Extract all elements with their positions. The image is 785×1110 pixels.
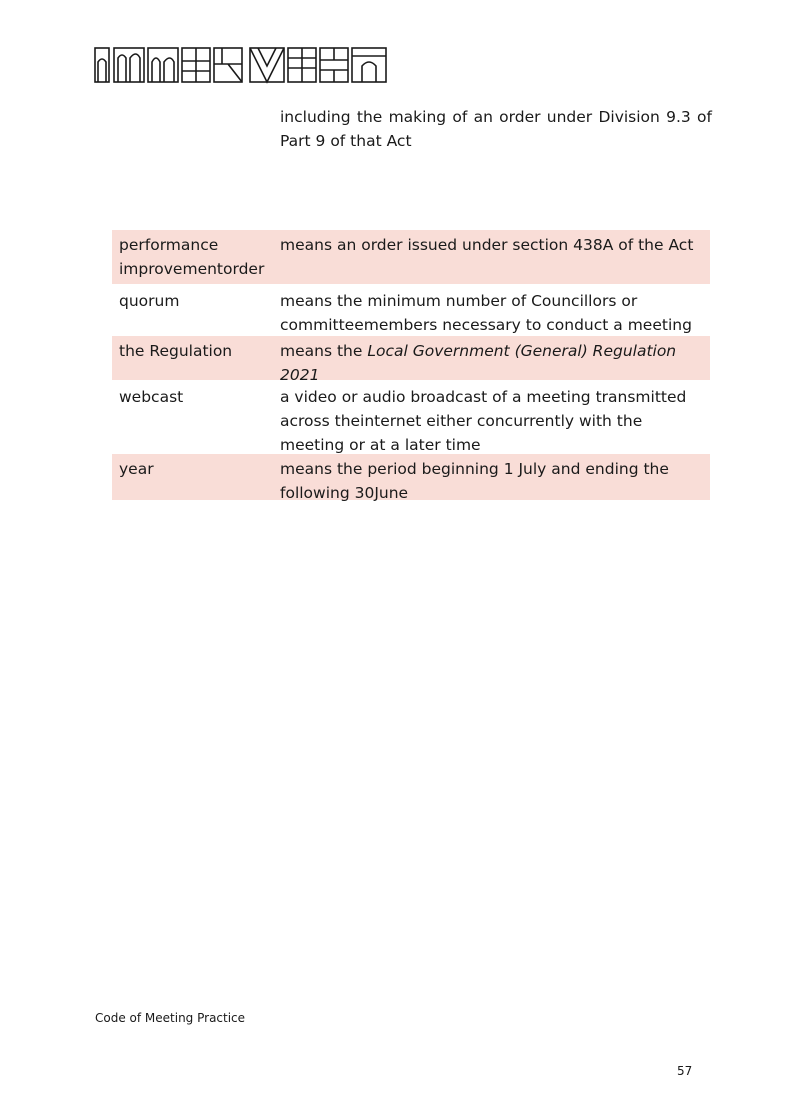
definition-row-performance-improvement-order: [112, 230, 710, 286]
definitions-table: [112, 230, 710, 502]
continuation-paragraph: including the making of an order under Division 9.3 of Part 9 of that Act: [280, 108, 712, 150]
regulation-title: Local Government (General) Regulation 2021: [280, 342, 677, 384]
definition-term: the Regulation: [119, 342, 233, 360]
definition-row-year: [112, 454, 710, 502]
definition-term: webcast: [119, 388, 184, 406]
definition-term: year: [119, 460, 154, 478]
definition-row-quorum: [112, 286, 710, 336]
definition-term: performance improvementorder: [119, 236, 265, 278]
page-number: 57: [677, 1064, 693, 1078]
logo-mark: [94, 44, 390, 84]
definition-text: [280, 336, 710, 384]
inner-west-logo: [94, 44, 390, 84]
definition-row-the-regulation: [112, 336, 710, 382]
definition-text: means an order issued under section 438A of the Act: [280, 236, 694, 254]
definition-text: means the period beginning 1 July and ending the following 30June: [280, 460, 669, 502]
definition-text: a video or audio broadcast of a meeting transmitted across theinternet either concurrently with the meeting or at a later time: [280, 388, 687, 454]
definition-text: means the minimum number of Councillors or committeemembers necessary to conduct a meeting: [280, 292, 692, 334]
definition-prefix: means the: [280, 342, 368, 360]
definition-row-webcast: [112, 382, 710, 454]
definition-term: quorum: [119, 292, 180, 310]
footer-document-title: Code of Meeting Practice: [95, 1011, 246, 1025]
